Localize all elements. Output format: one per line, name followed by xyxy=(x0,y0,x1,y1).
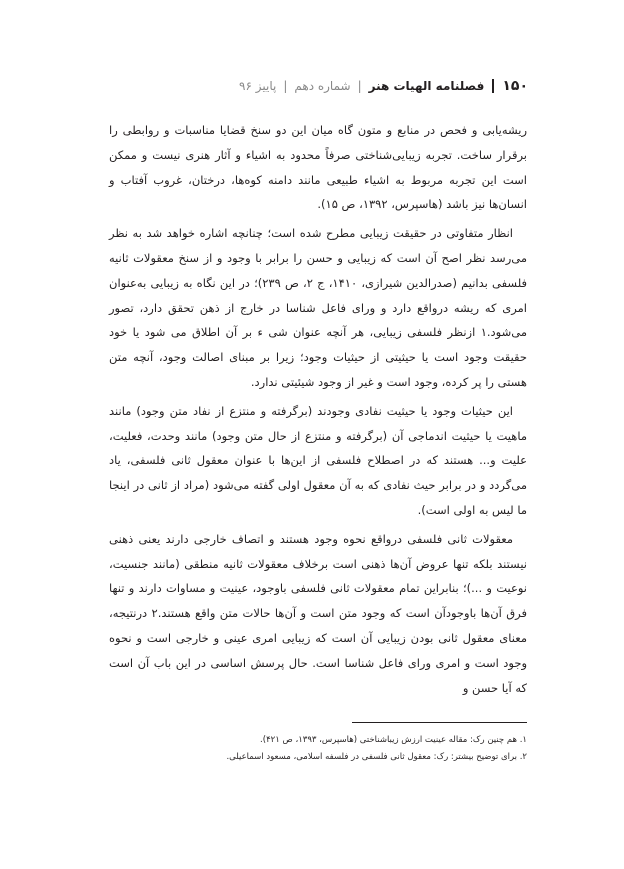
running-header xyxy=(239,78,528,94)
issue-label: شماره دهم xyxy=(294,79,351,93)
header-divider xyxy=(492,79,494,93)
header-separator: | xyxy=(357,79,362,93)
season-label: پاییز ۹۶ xyxy=(239,79,277,93)
body-text xyxy=(109,118,527,700)
footnote-divider xyxy=(352,722,527,723)
footnote: ۱. هم چنین رک: مقاله عینیت ارزش زیباشناختی (هاسپرس، ۱۳۹۳، ص ۴۲۱). xyxy=(260,735,527,745)
journal-title: فصلنامه الهیات هنر xyxy=(368,79,485,93)
header-separator: | xyxy=(283,79,288,93)
footnotes xyxy=(109,732,527,766)
paragraph: ریشه‌یابی و فحص در منابع و متون گاه میان این دو سنخ قضایا مناسبات و روابطی را برقرار ساخت. تجربه زیبایی‌شناختی صرفاً محدود به اشیاء و آثار هنری نیست و ممکن است این تجربه مربوط به اشیاء طبیعی مانند دامنه کوه‌ها، درختان، غروب آفتاب و انسان‌ها نیز باشد (هاسپرس، ۱۳۹۲، ص ۱۵). xyxy=(109,123,527,212)
paragraph: انظار متفاوتی در حقیقت زیبایی مطرح شده است؛ چنانچه اشاره خواهد شد به نظر می‌رسد نظر اصح آن است که زیبایی و حسن را برابر با وجود و از سنخ معقولات ثانیه فلسفی بدانیم (صدرالدین شیرازی، ۱۴۱۰، ج ۲، ص ۲۳۹)؛ در این نگاه به زیبایی به‌عنوان امری که ریشه درواقع دارد و ورای فاعل شناسا در خارج از ذهن تحقق دارد، تصور می‌شود.۱ ازنظر فلسفی زیبایی، هر آنچه عنوان شی ء بر آن اطلاق می شود یا خود حقیقت وجود است یا حیثیتی از حیثیات وجود؛ زیرا بر مبنای اصالت وجود، آنچه متن هستی را پر کرده، وجود است و غیر از وجود شیئیتی ندارد. xyxy=(109,226,527,389)
page-number: ۱۵۰ xyxy=(502,78,528,94)
paragraph: معقولات ثانی فلسفی درواقع نحوه وجود هستند و اتصاف خارجی دارند یعنی ذهنی نیستند بلکه تنها عروض آن‌ها ذهنی است برخلاف معقولات ثانیه منطقی (مانند جنسیت، نوعیت و ...)؛ بنابراین تمام معقولات ثانی فلسفی باوجود، عینیت و مساوات دارند و تنها فرق آن‌ها باوجودآن است که وجود متن است و آن‌ها حالات متن واقع هستند.۲ درنتیجه، معنای معقول ثانی بودن زیبایی آن است که زیبایی امری عینی و خارجی است و نحوه وجود است و امری ورای فاعل شناسا است. حال پرسش اساسی در این باب آن است که آیا حسن و xyxy=(109,531,527,695)
paragraph: این حیثیات وجود یا حیثیت نفادی وجودند (برگرفته و منتزع از نفاد متن وجود) مانند ماهیت یا حیثیت اندماجی آن (برگرفته و منتزع از حال متن وجود) مانند وحدت، فعلیت، علیت و... هستند که در اصطلاح فلسفی از این‌ها با عنوان معقول ثانی فلسفی، یاد می‌گردد و در برابر حیث نفادی که به آن معقول اولی گفته می‌شود (مراد از ثانی در اینجا ما لیس به اولی است). xyxy=(109,403,527,517)
footnote: ۲. برای توضیح بیشتر: رک: معقول ثانی فلسفی در فلسفه اسلامی، مسعود اسماعیلی. xyxy=(226,752,527,762)
